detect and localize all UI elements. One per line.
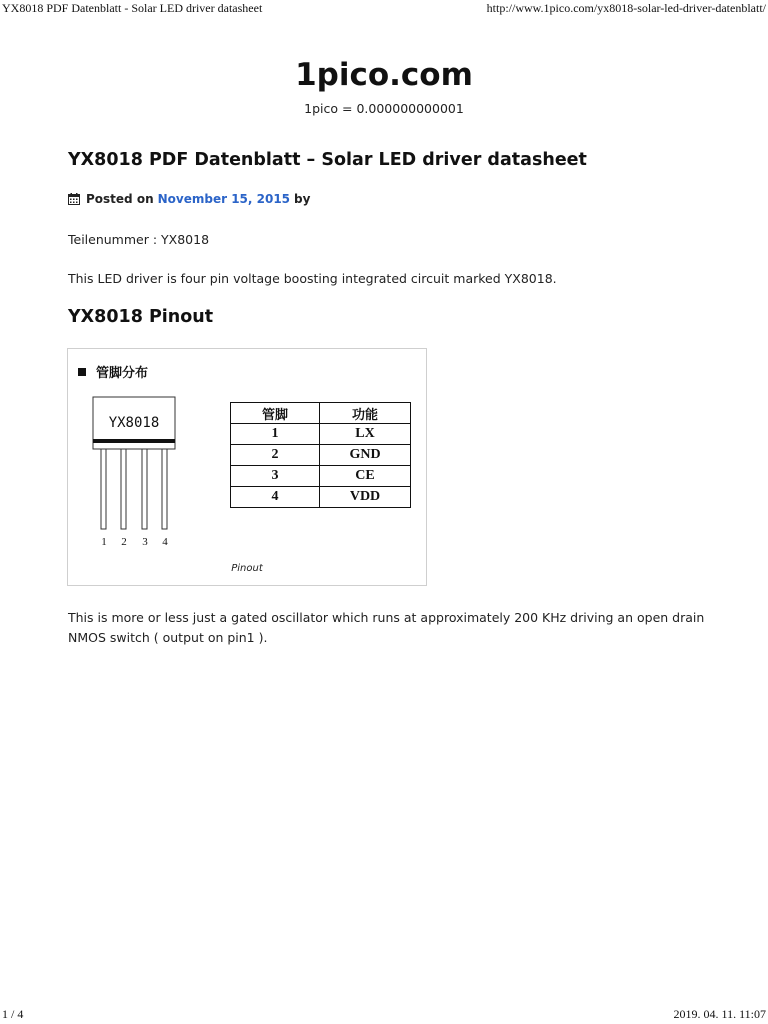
part-number: Teilenummer : YX8018	[68, 232, 210, 247]
figure-caption-text: Pinout	[231, 563, 263, 574]
calendar-icon	[68, 193, 80, 205]
posted-on-label: Posted on	[86, 192, 154, 206]
post-date-link[interactable]: November 15, 2015	[157, 192, 291, 206]
table-header-row	[231, 403, 411, 424]
body-paragraph: This is more or less just a gated oscillator which runs at approximately 200 KHz driving an open drain NMOS switch ( output on pin1 ).	[68, 610, 705, 645]
pin-lead-4	[162, 449, 167, 529]
table-cell-pin: 2	[231, 445, 320, 466]
pin-number-label: 3	[142, 536, 148, 548]
table-header-function: 功能	[320, 403, 411, 424]
table-cell-function: LX	[320, 424, 411, 445]
table-header-pin: 管脚	[231, 403, 320, 424]
print-timestamp: 2019. 04. 11. 11:07	[673, 1007, 766, 1021]
pin-function-table	[230, 402, 411, 508]
chip-diagram	[90, 393, 185, 553]
figure-heading	[78, 362, 148, 381]
pin-lead-1	[101, 449, 106, 529]
chip-label: YX8018	[108, 415, 160, 431]
pinout-figure	[67, 348, 427, 586]
site-title[interactable]: 1pico.com	[295, 57, 473, 93]
table-row	[231, 487, 411, 508]
intro-paragraph: This LED driver is four pin voltage boosting integrated circuit marked YX8018.	[68, 271, 557, 286]
table-row	[231, 424, 411, 445]
table-cell-function: CE	[320, 466, 411, 487]
print-header-url: http://www.1pico.com/yx8018-solar-led-driver-datenblatt/	[486, 1, 766, 15]
print-header	[0, 0, 768, 16]
pinout-heading: YX8018 Pinout	[68, 307, 214, 327]
table-cell-pin: 3	[231, 466, 320, 487]
figure-caption	[68, 563, 426, 574]
bullet-square-icon	[78, 368, 86, 376]
chip-stripe	[93, 439, 175, 443]
table-cell-pin: 4	[231, 487, 320, 508]
figure-heading-text: 管脚分布	[96, 366, 149, 381]
pin-lead-2	[121, 449, 126, 529]
print-header-title: YX8018 PDF Datenblatt - Solar LED driver datasheet	[2, 1, 263, 15]
table-cell-function: VDD	[320, 487, 411, 508]
post-meta	[68, 192, 310, 206]
author-by-label: by	[294, 192, 311, 206]
page-number: 1 / 4	[2, 1007, 24, 1021]
print-footer	[0, 1006, 768, 1024]
table-cell-pin: 1	[231, 424, 320, 445]
site-description: 1pico = 0.000000000001	[304, 101, 464, 116]
pin-number-label: 2	[121, 536, 127, 548]
post-title: YX8018 PDF Datenblatt – Solar LED driver datasheet	[68, 150, 587, 170]
table-row	[231, 445, 411, 466]
pin-number-label: 1	[101, 536, 107, 548]
pin-number-label: 4	[162, 536, 168, 548]
table-cell-function: GND	[320, 445, 411, 466]
table-row	[231, 466, 411, 487]
pin-lead-3	[142, 449, 147, 529]
